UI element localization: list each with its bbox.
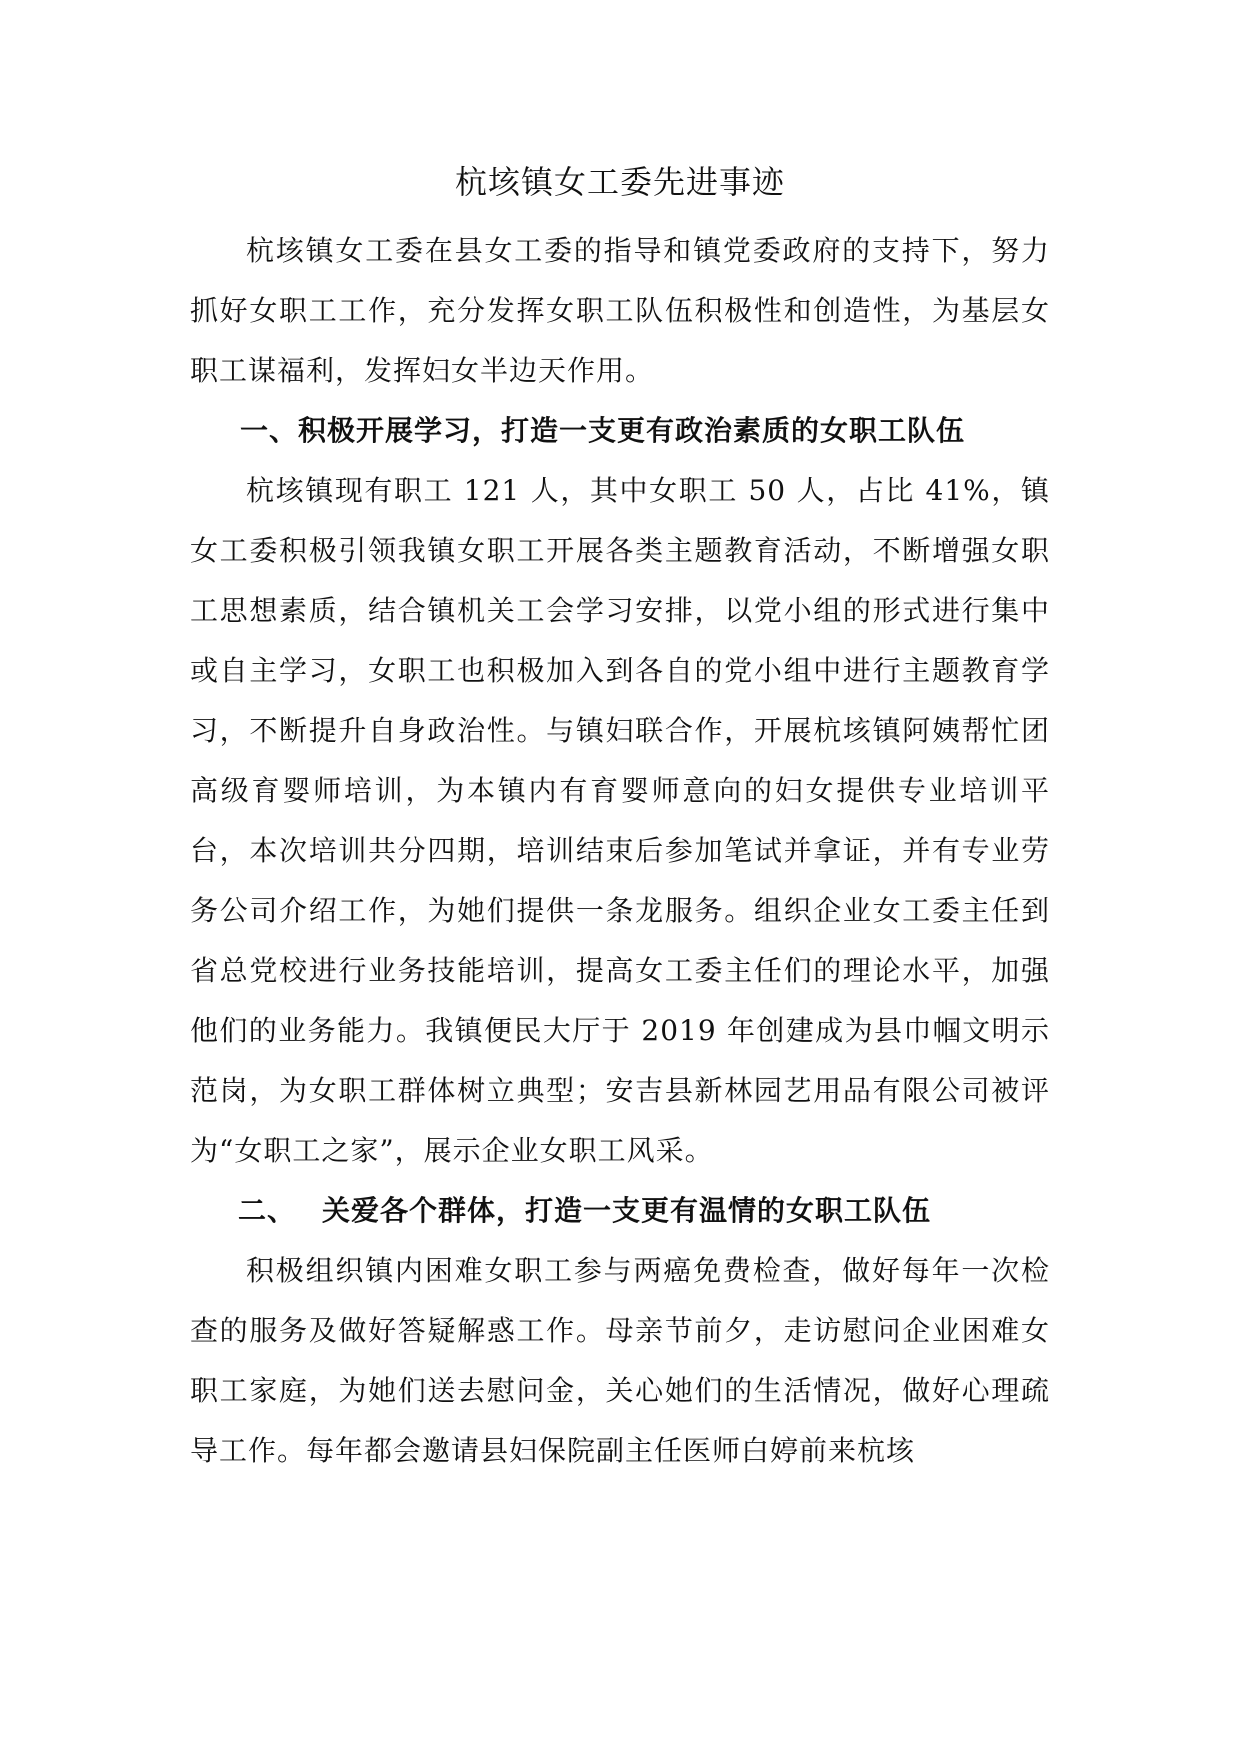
document-body: [190, 221, 1050, 1481]
section-heading-text-2: 关爱各个群体，打造一支更有温情的女职工队伍: [322, 1194, 932, 1227]
section-heading-1: [190, 401, 1050, 461]
section-heading-text-1: 积极开展学习，打造一支更有政治素质的女职工队伍: [298, 414, 966, 447]
document-title: 杭垓镇女工委先进事迹: [454, 163, 785, 201]
intro-paragraph: 杭垓镇女工委在县女工委的指导和镇党委政府的支持下，努力抓好女职工工作，充分发挥女职工队伍积极性和创造性，为基层女职工谋福利，发挥妇女半边天作用。: [190, 234, 1050, 387]
section-body-1: 杭垓镇现有职工 121 人，其中女职工 50 人，占比 41%，镇女工委积极引领我镇女职工开展各类主题教育活动，不断增强女职工思想素质，结合镇机关工会学习安排，以党小组的形式进行集中或自主学习，女职工也积极加入到各自的党小组中进行主题教育学习，不断提升自身政治性。与镇妇联合作，开展杭垓镇阿姨帮忙团高级育婴师培训，为本镇内有育婴师意向的妇女提供专业培训平台，本次培训共分四期，培训结束后参加笔试并拿证，并有专业劳务公司介绍工作，为她们提供一条龙服务。组织企业女工委主任到省总党校进行业务技能培训，提高女工委主任们的理论水平，加强他们的业务能力。我镇便民大厅于 2019 年创建成为县巾帼文明示范岗，为女职工群体树立典型；安吉县新林园艺用品有限公司被评为“女职工之家”，展示企业女职工风采。: [190, 474, 1050, 1167]
section-body-2: 积极组织镇内困难女职工参与两癌免费检查，做好每年一次检查的服务及做好答疑解惑工作。母亲节前夕，走访慰问企业困难女职工家庭，为她们送去慰问金，关心她们的生活情况，做好心理疏导工作。每年都会邀请县妇保院副主任医师白婷前来杭垓: [190, 1254, 1050, 1467]
section-heading-2: [190, 1181, 1050, 1241]
section-number-1: 一、: [240, 414, 299, 447]
section-number-2: 二、: [238, 1194, 297, 1227]
